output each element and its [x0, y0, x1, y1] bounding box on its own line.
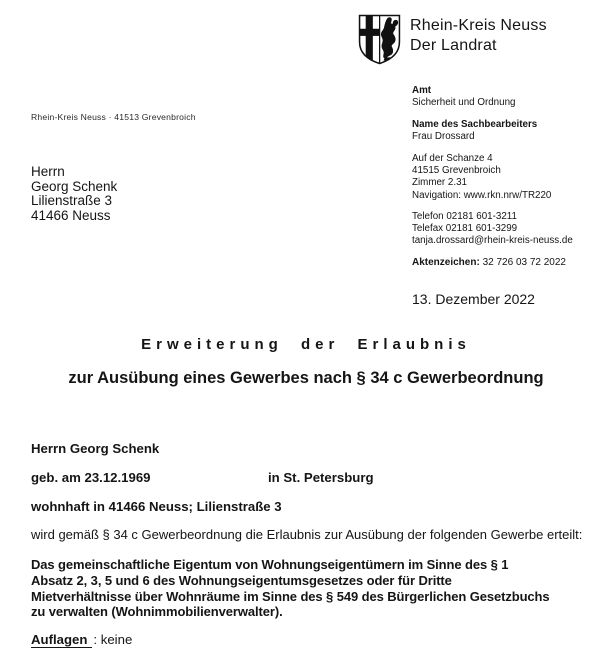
caseworker-value: Frau Drossard: [412, 131, 475, 143]
recipient-city: 41466 Neuss: [31, 207, 111, 223]
office-navigation: Navigation: www.rkn.nrw/TR220: [412, 189, 552, 201]
grant-clause: wird gemäß § 34 c Gewerbeordnung die Erlaubnis zur Ausübung der folgenden Gewerbe erteilt:: [31, 527, 583, 542]
permit-line: Absatz 2, 3, 5 und 6 des Wohnungseigentumsgesetzes oder für Dritte: [31, 572, 452, 588]
conditions-line: [31, 632, 132, 648]
department-value: Sicherheit und Ordnung: [412, 97, 516, 109]
recipient-street: Lilienstraße 3: [31, 193, 113, 209]
contact-block: [412, 211, 573, 248]
letter-date: 13. Dezember 2022: [412, 291, 535, 307]
recipient-name: Georg Schenk: [31, 178, 118, 194]
birth-line: [31, 470, 374, 485]
sender-return-line: Rhein-Kreis Neuss · 41513 Grevenbroich: [31, 112, 196, 122]
birth-date: geb. am 23.12.1969: [31, 470, 151, 485]
caseworker-label: Name des Sachbearbeiters: [412, 119, 538, 130]
file-reference-value: 32 726 03 72 2022: [482, 257, 566, 268]
letter-title-line2: zur Ausübung eines Gewerbes nach § 34 c Gewerbeordnung: [68, 369, 544, 387]
org-name: Rhein-Kreis Neuss: [410, 17, 547, 34]
birth-place: in St. Petersburg: [268, 470, 374, 485]
residence-line: wohnhaft in 41466 Neuss; Lilienstraße 3: [31, 499, 282, 514]
contact-fax: Telefax 02181 601-3299: [412, 223, 518, 235]
permit-description: [31, 557, 596, 620]
contact-phone: Telefon 02181 601-3211: [412, 211, 517, 222]
file-reference: [412, 257, 566, 269]
contact-email: tanja.drossard@rhein-kreis-neuss.de: [412, 235, 573, 247]
org-header: [410, 16, 547, 56]
conditions-value: : keine: [93, 632, 133, 647]
office-address-block: [412, 153, 551, 202]
letter-title-line1: Erweiterung der Erlaubnis: [141, 336, 471, 353]
office-room: Zimmer 2.31: [412, 177, 467, 189]
permit-line: Das gemeinschaftliche Eigentum von Wohnungseigentümern im Sinne des § 1: [31, 557, 509, 572]
permit-line: Mietverhältnisse über Wohnräume im Sinne des § 549 des Bürgerlichen Gesetzbuchs: [31, 588, 550, 604]
office-street: Auf der Schanze 4: [412, 153, 493, 164]
recipient-address: [31, 165, 117, 223]
office-city: 41515 Grevenbroich: [412, 165, 501, 177]
file-reference-label: Aktenzeichen:: [412, 257, 480, 268]
org-subtitle: Der Landrat: [410, 37, 497, 54]
department-block: [412, 85, 515, 109]
conditions-label: Auflagen: [31, 632, 92, 648]
department-label: Amt: [412, 85, 432, 96]
coat-of-arms-icon: [357, 13, 402, 66]
permit-line: zu verwalten (Wohnimmobilienverwalter).: [31, 604, 283, 620]
subject-name-line: Herrn Georg Schenk: [31, 441, 160, 456]
recipient-salutation: Herrn: [31, 164, 65, 179]
caseworker-block: [412, 119, 537, 143]
